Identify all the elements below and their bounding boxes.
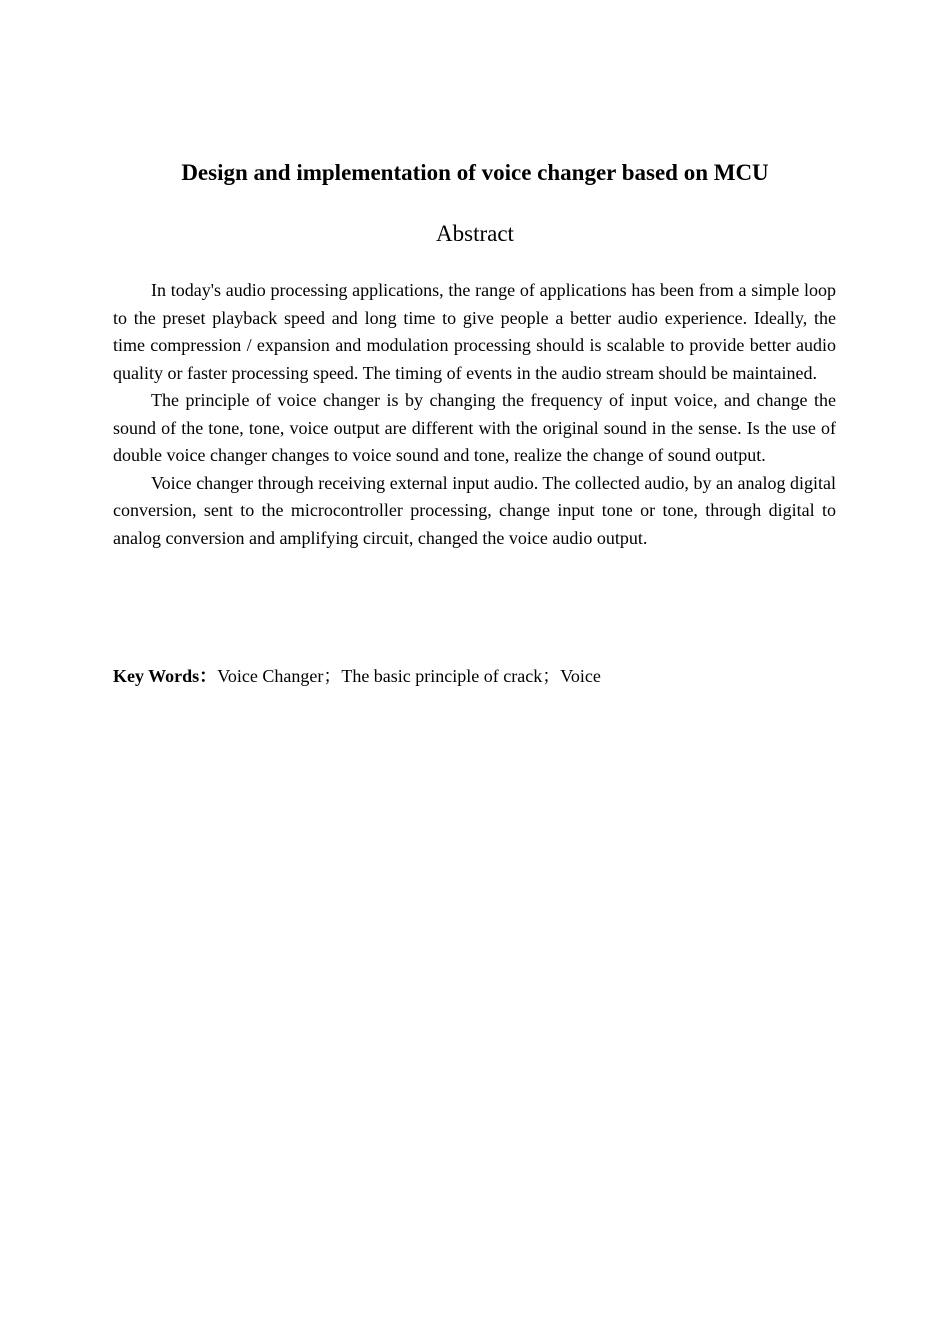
keywords-line <box>113 663 836 691</box>
keywords-label: Key Words： <box>113 666 218 686</box>
abstract-body <box>113 277 836 552</box>
abstract-paragraph: In today's audio processing applications, the range of applications has been from a simple loop to the preset playback speed and long time to give people a better audio experience. Ideally, the time compression / expansion and modulation processing should is scalable to provide better audio quality or faster processing speed. The timing of events in the audio stream should be maintained. <box>113 280 836 383</box>
document-title: Design and implementation of voice changer based on MCU <box>181 160 769 185</box>
abstract-heading: Abstract <box>436 221 514 246</box>
keywords-text: Voice Changer；The basic principle of crack；Voice <box>217 666 601 686</box>
abstract-paragraph: Voice changer through receiving external input audio. The collected audio, by an analog digital conversion, sent to the microcontroller processing, change input tone or tone, through digital to analog conversion and amplifying circuit, changed the voice audio output. <box>113 472 836 548</box>
abstract-paragraph: The principle of voice changer is by changing the frequency of input voice, and change the sound of the tone, tone, voice output are different with the original sound in the sense. Is the use of double voice changer changes to voice sound and tone, realize the change of sound output. <box>113 390 836 465</box>
